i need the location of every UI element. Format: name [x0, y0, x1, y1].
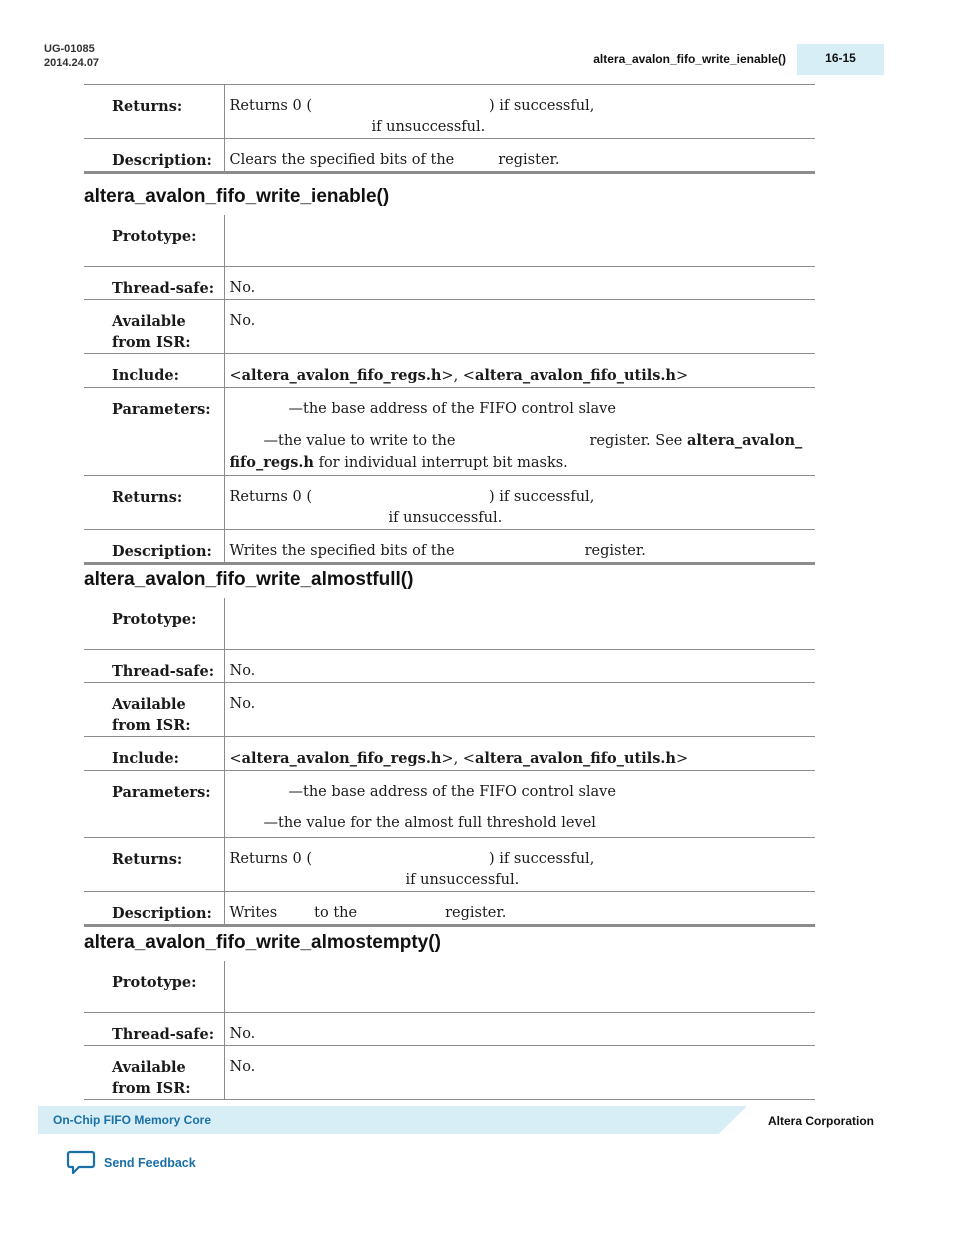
ienable-heading: altera_avalon_fifo_write_ienable() [84, 186, 390, 207]
running-title: altera_avalon_fifo_write_ienable() [593, 52, 786, 66]
include-value [224, 736, 815, 770]
thread-safe-label: Thread-safe: [84, 1012, 224, 1045]
include-utils-header: altera_avalon_fifo_utils.h [474, 366, 676, 384]
returns-text-c: if unsuccessful. [371, 119, 486, 135]
description-text-b: register. [498, 152, 560, 168]
param-base-text: —the base address of the FIFO control slave [288, 783, 616, 800]
returns-label: Returns: [84, 475, 224, 529]
param-level-text: —the value for the almost full threshold level [263, 814, 596, 831]
include-bracket: < [229, 367, 242, 384]
prototype-value [224, 598, 815, 649]
almostempty-section [84, 928, 815, 1100]
returns-value [224, 475, 815, 529]
thread-safe-label: Thread-safe: [84, 649, 224, 682]
continued-table-section [84, 84, 815, 174]
returns-text-b: ) if successful, [488, 850, 595, 867]
returns-value [224, 837, 815, 891]
description-text-b: to the [314, 904, 358, 921]
page-number: 16-15 [797, 44, 884, 75]
description-value [224, 529, 815, 563]
thread-safe-value: No. [224, 266, 815, 299]
ienable-section [84, 182, 815, 565]
description-text-a: Writes the specified bits of the [229, 542, 455, 559]
include-separator: >, < [441, 750, 475, 767]
returns-text-a: Returns 0 ( [229, 850, 312, 867]
parameters-value [224, 770, 815, 837]
parameter-mask [230, 430, 816, 474]
ienable-api-table [84, 215, 815, 565]
send-feedback-label: Send Feedback [104, 1156, 196, 1170]
almostempty-api-table [84, 961, 815, 1100]
include-regs-header: altera_avalon_fifo_regs.h [241, 366, 442, 384]
prototype-value [224, 961, 815, 1012]
include-label: Include: [84, 736, 224, 770]
parameter-level [230, 813, 816, 834]
description-value [224, 139, 815, 173]
isr-label-line1: Available [112, 312, 186, 330]
include-bracket-close: > [675, 750, 689, 767]
description-label: Description: [84, 891, 224, 925]
isr-label-line2: from ISR: [112, 1079, 191, 1097]
include-bracket: < [229, 750, 242, 767]
returns-text-a: Returns 0 ( [229, 488, 312, 505]
almostfull-heading: altera_avalon_fifo_write_almostfull() [84, 569, 414, 590]
include-regs-header: altera_avalon_fifo_regs.h [241, 749, 442, 767]
returns-label: Returns: [84, 85, 224, 139]
param-mask-text-c: for individual interrupt bit masks. [318, 454, 568, 471]
description-label: Description: [84, 139, 224, 173]
include-separator: >, < [441, 367, 475, 384]
returns-text-c: if unsuccessful. [388, 509, 503, 526]
include-utils-header: altera_avalon_fifo_utils.h [474, 749, 676, 767]
available-from-isr-value: No. [224, 682, 815, 736]
returns-label: Returns: [84, 837, 224, 891]
thread-safe-label: Thread-safe: [84, 266, 224, 299]
almostfull-api-table [84, 598, 815, 927]
description-text-b: register. [584, 542, 646, 559]
returns-text-b: ) if successful, [488, 98, 595, 114]
available-from-isr-label [84, 682, 224, 736]
parameters-value [224, 387, 815, 475]
isr-label-line2: from ISR: [112, 716, 191, 734]
almostfull-section [84, 565, 815, 927]
doc-date: 2014.24.07 [44, 57, 100, 69]
isr-label-line1: Available [112, 695, 186, 713]
parameters-label: Parameters: [84, 770, 224, 837]
prototype-label: Prototype: [84, 598, 224, 649]
available-from-isr-label [84, 299, 224, 353]
description-text-a: Writes [229, 904, 278, 921]
prototype-value [224, 215, 815, 266]
returns-value [224, 85, 815, 139]
returns-text-c: if unsuccessful. [405, 871, 520, 888]
param-mask-ref-1: altera_avalon_ [686, 431, 803, 449]
parameters-label: Parameters: [84, 387, 224, 475]
footer-company: Altera Corporation [767, 1114, 874, 1128]
include-bracket-close: > [675, 367, 689, 384]
include-value [224, 353, 815, 387]
parameter-base [230, 782, 816, 803]
speech-bubble-icon [66, 1150, 96, 1176]
returns-text-b: ) if successful, [488, 488, 595, 505]
param-base-text: —the base address of the FIFO control slave [288, 400, 616, 417]
description-label: Description: [84, 529, 224, 563]
param-mask-text-b: register. See [589, 432, 683, 449]
description-value [224, 891, 815, 925]
available-from-isr-value: No. [224, 299, 815, 353]
returns-text-a: Returns 0 ( [229, 98, 312, 114]
available-from-isr-label [84, 1045, 224, 1099]
document-id [44, 42, 99, 70]
continued-api-table [84, 84, 815, 174]
param-mask-ref-2: fifo_regs.h [229, 453, 314, 471]
doc-number: UG-01085 [44, 43, 95, 55]
footer-chapter-link[interactable]: On-Chip FIFO Memory Core [53, 1113, 212, 1127]
parameter-base [230, 399, 816, 420]
include-label: Include: [84, 353, 224, 387]
prototype-label: Prototype: [84, 961, 224, 1012]
param-mask-text-a: —the value to write to the [263, 432, 456, 449]
thread-safe-value: No. [224, 1012, 815, 1045]
available-from-isr-value: No. [224, 1045, 815, 1099]
isr-label-line1: Available [112, 1058, 186, 1076]
description-text-a: Clears the specified bits of the [229, 152, 455, 168]
description-text-c: register. [445, 904, 507, 921]
send-feedback-link[interactable] [66, 1150, 196, 1176]
thread-safe-value: No. [224, 649, 815, 682]
almostempty-heading: altera_avalon_fifo_write_almostempty() [84, 932, 441, 953]
prototype-label: Prototype: [84, 215, 224, 266]
isr-label-line2: from ISR: [112, 333, 191, 351]
